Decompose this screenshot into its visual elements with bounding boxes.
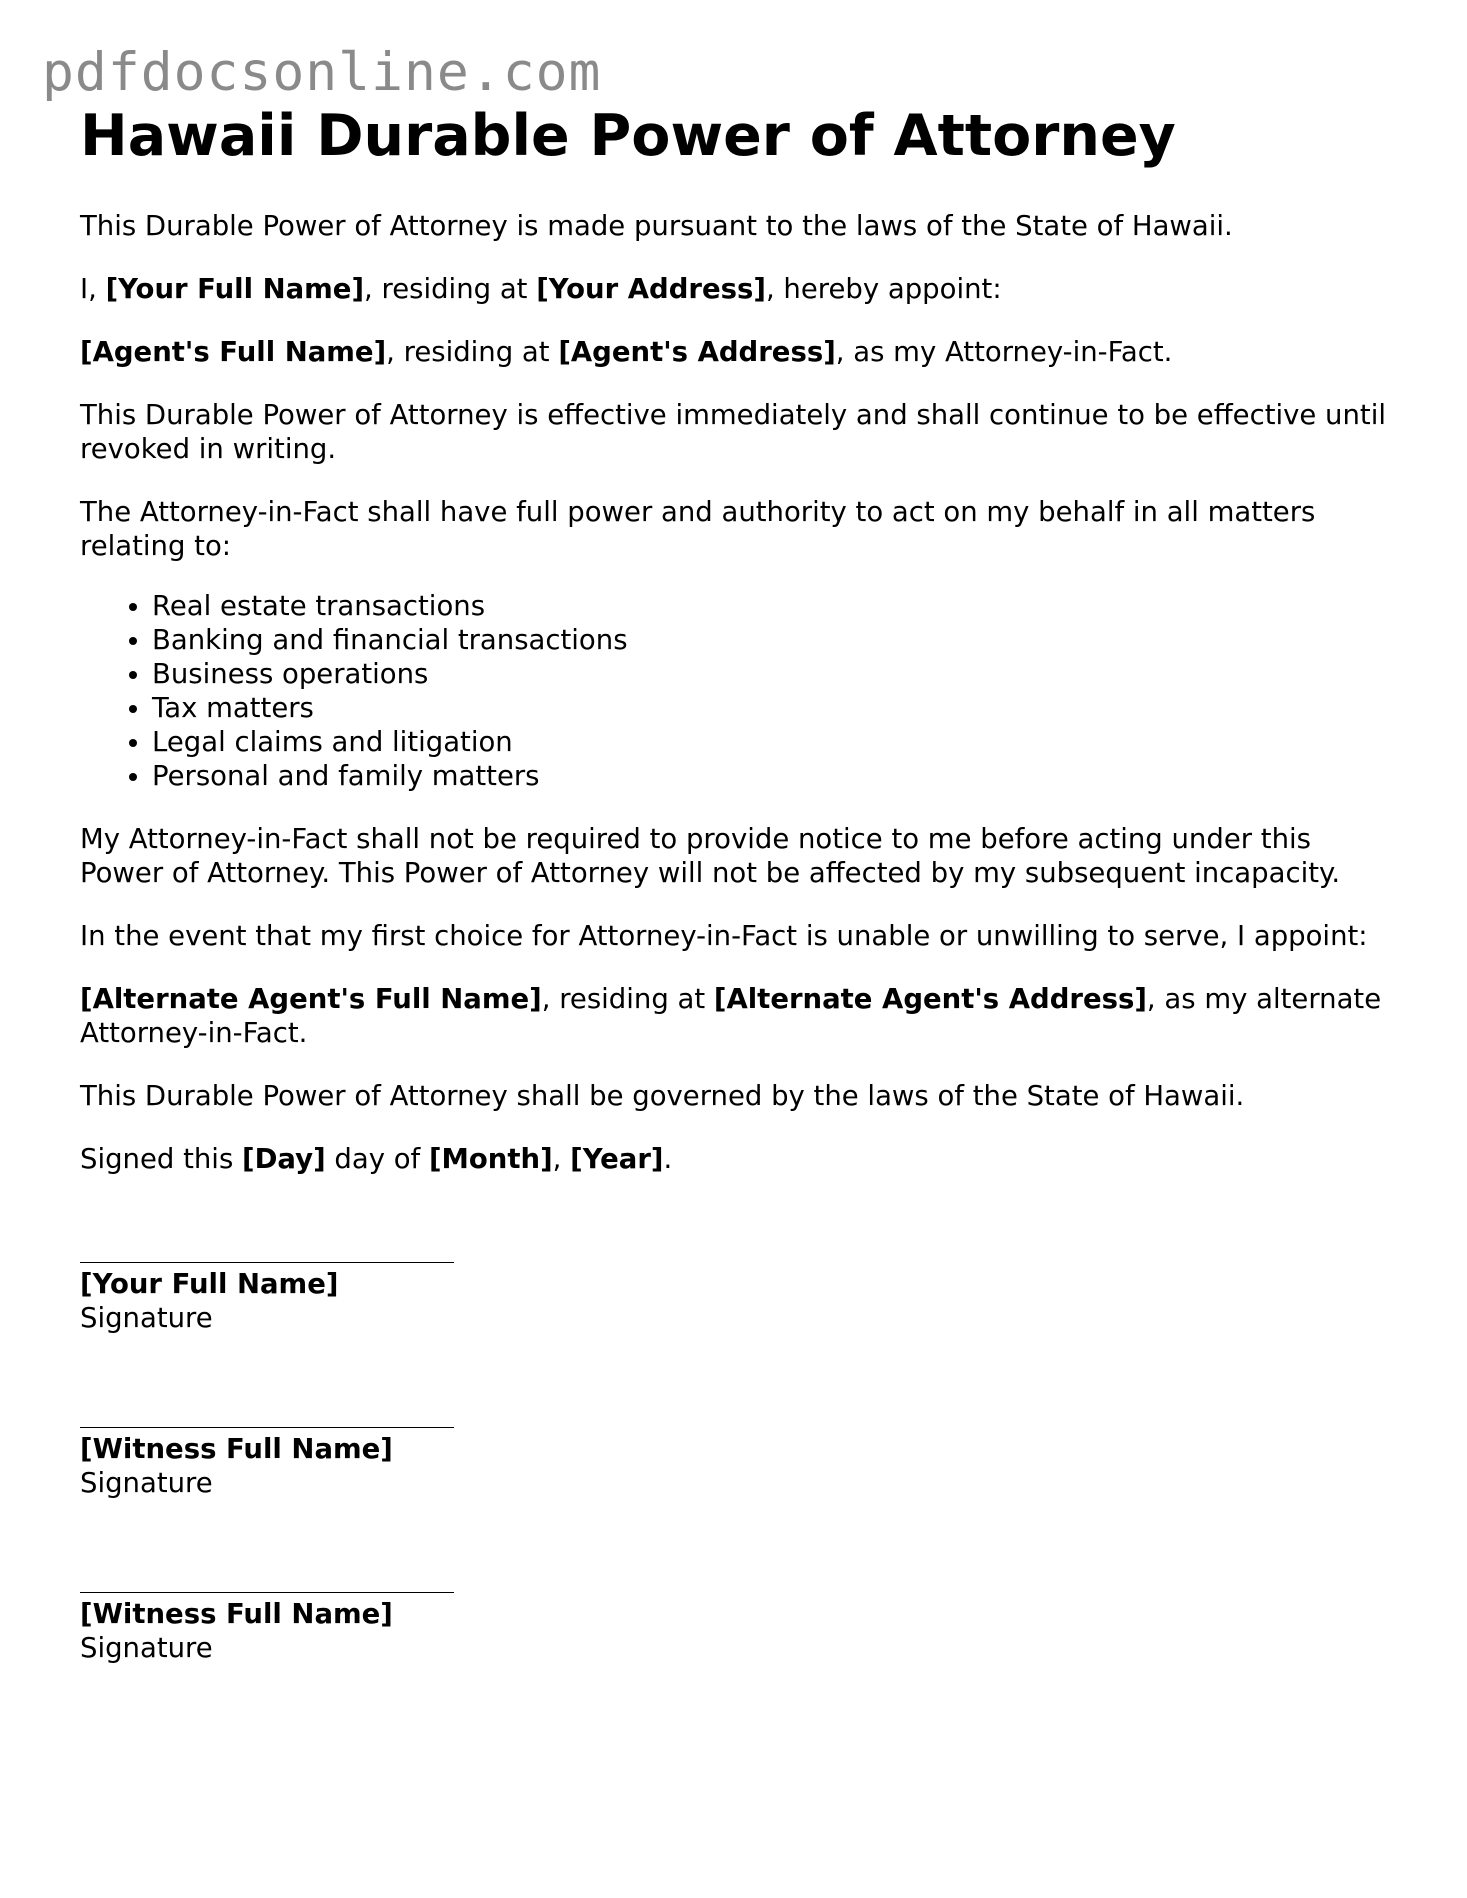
matters-list [80,589,1400,793]
list-item: • Legal claims and litigation [152,725,1400,759]
text: . [663,1143,673,1176]
signature-block-witness-1 [80,1397,1400,1500]
alternate-intro-paragraph: In the event that my first choice for Attorney-in-Fact is unable or unwilling to serve, I appoint: [80,920,1368,953]
alternate-address-placeholder: [Alternate Agent's Address] [713,983,1147,1016]
signature-label: Signature [80,1302,213,1335]
effective-paragraph: This Durable Power of Attorney is effective immediately and shall continue to be effective until revoked in writing. [80,399,1386,466]
agent-address-placeholder: [Agent's Address] [558,336,836,369]
signed-date-paragraph [80,1142,1400,1176]
signature-label: Signature [80,1467,213,1500]
alternate-name-placeholder: [Alternate Agent's Full Name] [80,983,542,1016]
month-placeholder: [Month] [428,1143,553,1176]
principal-address-placeholder: [Your Address] [536,273,766,306]
text: day of [325,1143,429,1176]
year-placeholder: [Year] [570,1143,664,1176]
governing-law-paragraph: This Durable Power of Attorney shall be governed by the laws of the State of Hawaii. [80,1080,1245,1113]
principal-paragraph [80,272,1400,306]
text: , hereby appoint: [765,273,1002,306]
signature-block-principal [80,1232,1400,1335]
signature-line[interactable] [80,1232,454,1263]
text: , residing at [541,983,714,1016]
signature-line[interactable] [80,1562,454,1593]
document-title: Hawaii Durable Power of Attorney [80,103,1176,169]
list-item: • Real estate transactions [152,589,1400,623]
signature-line[interactable] [80,1397,454,1428]
text: , [552,1143,571,1176]
text: Signed this [80,1143,243,1176]
list-item: • Tax matters [152,691,1400,725]
principal-name-placeholder: [Your Full Name] [105,273,365,306]
agent-name-placeholder: [Agent's Full Name] [80,336,387,369]
signer-name: [Your Full Name] [80,1268,339,1301]
list-item: • Personal and family matters [152,759,1400,793]
notice-paragraph: My Attorney-in-Fact shall not be required to provide notice to me before acting under this Power of Attorney. This Power of Attorney will not be affected by my subsequent incapacity. [80,823,1341,890]
watermark: pdfdocsonline.com [42,42,602,103]
text: , as my alternate Attorney-in-Fact. [80,983,1382,1050]
alternate-agent-paragraph [80,982,1400,1050]
document-body [80,102,1400,1727]
text: I, [80,273,106,306]
text: , residing at [386,336,559,369]
signer-name: [Witness Full Name] [80,1433,393,1466]
signature-label: Signature [80,1632,213,1665]
list-item: • Business operations [152,657,1400,691]
signature-block-witness-2 [80,1562,1400,1665]
list-item: • Banking and financial transactions [152,623,1400,657]
text: , as my Attorney-in-Fact. [835,336,1173,369]
signer-name: [Witness Full Name] [80,1598,393,1631]
intro-paragraph: This Durable Power of Attorney is made pursuant to the laws of the State of Hawaii. [80,210,1233,243]
agent-paragraph [80,335,1400,369]
authority-paragraph: The Attorney-in-Fact shall have full power and authority to act on my behalf in all matters relating to: [80,496,1316,563]
text: , residing at [364,273,537,306]
day-placeholder: [Day] [242,1143,326,1176]
